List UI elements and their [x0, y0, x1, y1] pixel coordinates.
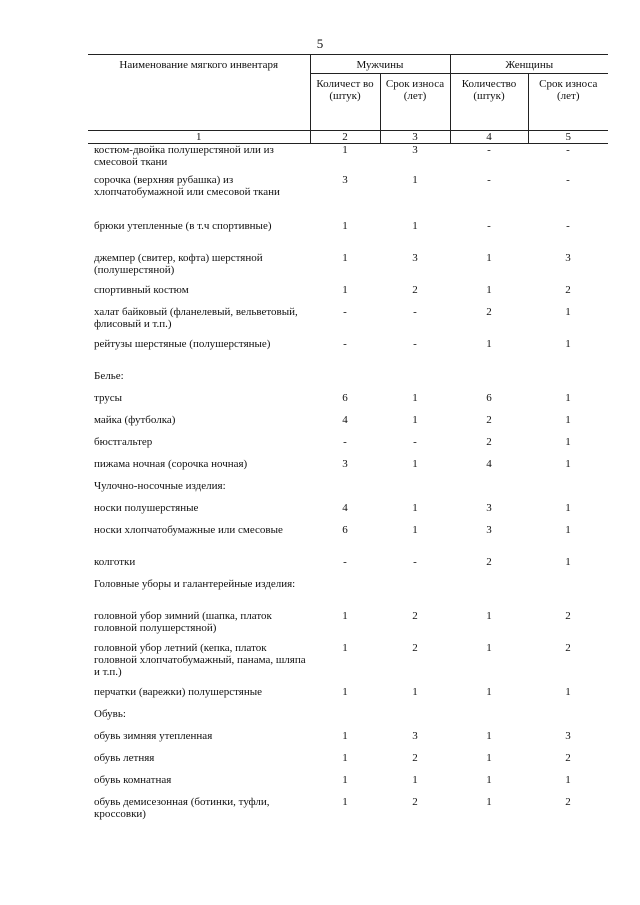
women-qty-cell: [450, 708, 528, 730]
table-row: [88, 642, 608, 686]
header-women-term: Срок износа (лет): [528, 74, 608, 131]
men-qty-cell: 1: [342, 751, 348, 764]
women-term-cell: 2: [565, 609, 571, 622]
item-name: Обувь:: [94, 707, 126, 720]
men-term-cell: 3: [412, 251, 418, 264]
men-qty-cell: 6: [342, 391, 348, 404]
women-term-cell: 1: [565, 501, 571, 514]
women-term-cell: 1: [565, 435, 571, 448]
women-qty-cell: 4: [486, 457, 492, 470]
men-qty-cell: 1: [342, 641, 348, 654]
women-qty-cell: 1: [486, 773, 492, 786]
women-qty-cell: 3: [486, 523, 492, 536]
women-qty-cell: 3: [486, 501, 492, 514]
item-name: пижама ночная (сорочка ночная): [94, 457, 248, 470]
table-row: [88, 370, 608, 392]
women-term-cell: 1: [565, 337, 571, 350]
item-name: колготки: [94, 555, 136, 568]
table-row: [88, 686, 608, 708]
table-row: [88, 796, 608, 828]
col-number-1: 1: [88, 131, 310, 144]
men-qty-cell: 1: [342, 773, 348, 786]
men-term-cell: [380, 708, 450, 730]
women-term-cell: -: [566, 219, 570, 232]
men-term-cell: 3: [412, 729, 418, 742]
item-name: трусы: [94, 391, 123, 404]
men-qty-cell: 6: [342, 523, 348, 536]
table-row: [88, 610, 608, 642]
men-qty-cell: 1: [342, 144, 348, 156]
men-qty-cell: 3: [342, 457, 348, 470]
col-number-5: 5: [528, 131, 608, 144]
men-qty-cell: 1: [342, 795, 348, 808]
col-number-2: 2: [310, 131, 380, 144]
women-term-cell: 1: [565, 391, 571, 404]
men-qty-cell: -: [343, 305, 347, 318]
women-qty-cell: 1: [486, 641, 492, 654]
table-row: [88, 220, 608, 252]
women-qty-cell: [450, 480, 528, 502]
women-term-cell: 2: [565, 751, 571, 764]
men-term-cell: [380, 480, 450, 502]
men-term-cell: 1: [412, 685, 418, 698]
men-term-cell: 2: [412, 641, 418, 654]
women-qty-cell: 2: [486, 555, 492, 568]
table-row: [88, 144, 608, 174]
women-term-cell: 2: [565, 641, 571, 654]
women-term-cell: [528, 578, 608, 610]
men-term-cell: 1: [412, 173, 418, 186]
table-row: [88, 284, 608, 306]
men-term-cell: -: [413, 305, 417, 318]
item-name: носки полушерстяные: [94, 501, 199, 514]
men-qty-cell: [310, 708, 380, 730]
women-term-cell: 1: [565, 685, 571, 698]
col-number-3: 3: [380, 131, 450, 144]
table-row: [88, 252, 608, 284]
women-qty-cell: 1: [486, 751, 492, 764]
women-qty-cell: 1: [486, 685, 492, 698]
women-qty-cell: 2: [486, 435, 492, 448]
women-term-cell: [528, 708, 608, 730]
women-qty-cell: -: [487, 219, 491, 232]
header-col1: Наименование мягкого инвентаря: [88, 55, 310, 131]
item-name: сорочка (верхняя рубашка) из хлопчатобумажной или смесовой ткани: [94, 173, 280, 198]
item-name: головной убор зимний (шапка, платок головной полушерстяной): [94, 609, 272, 634]
men-term-cell: 2: [412, 751, 418, 764]
men-qty-cell: 3: [342, 173, 348, 186]
women-qty-cell: 2: [486, 413, 492, 426]
men-qty-cell: [310, 370, 380, 392]
table-row: [88, 578, 608, 610]
women-term-cell: 1: [565, 555, 571, 568]
table-row: [88, 306, 608, 338]
women-term-cell: 1: [565, 773, 571, 786]
men-term-cell: 2: [412, 283, 418, 296]
women-term-cell: [528, 480, 608, 502]
men-qty-cell: 1: [342, 219, 348, 232]
men-qty-cell: 4: [342, 413, 348, 426]
table-row: [88, 708, 608, 730]
table-row: [88, 458, 608, 480]
women-qty-cell: 6: [486, 391, 492, 404]
men-term-cell: 1: [412, 391, 418, 404]
men-qty-cell: -: [343, 435, 347, 448]
header-women: Женщины: [450, 55, 608, 74]
women-term-cell: -: [566, 144, 570, 156]
women-term-cell: [528, 370, 608, 392]
table-row: [88, 392, 608, 414]
table-row: [88, 524, 608, 556]
item-name: Головные уборы и галантерейные изделия:: [94, 577, 296, 590]
header-women-qty: Количество (штук): [450, 74, 528, 131]
item-name: бюстгальтер: [94, 435, 153, 448]
item-name: Белье:: [94, 369, 124, 382]
women-qty-cell: [450, 578, 528, 610]
men-qty-cell: 4: [342, 501, 348, 514]
men-term-cell: 1: [412, 523, 418, 536]
men-term-cell: 1: [412, 457, 418, 470]
men-term-cell: 1: [412, 413, 418, 426]
men-term-cell: 1: [412, 501, 418, 514]
women-qty-cell: 1: [486, 337, 492, 350]
item-name: обувь демисезонная (ботинки, туфли, кроссовки): [94, 795, 270, 820]
table-row: [88, 730, 608, 752]
men-qty-cell: 1: [342, 685, 348, 698]
item-name: халат байковый (фланелевый, вельветовый, флисовый и т.п.): [94, 305, 298, 330]
item-name: носки хлопчатобумажные или смесовые: [94, 523, 283, 536]
col-number-4: 4: [450, 131, 528, 144]
men-term-cell: 2: [412, 609, 418, 622]
table-row: [88, 502, 608, 524]
table-row: [88, 174, 608, 220]
men-term-cell: [380, 578, 450, 610]
women-term-cell: 1: [565, 305, 571, 318]
women-term-cell: 1: [565, 413, 571, 426]
men-term-cell: 2: [412, 795, 418, 808]
table-row: [88, 774, 608, 796]
men-term-cell: 3: [412, 144, 418, 156]
inventory-table: [88, 54, 608, 828]
item-name: обувь комнатная: [94, 773, 172, 786]
women-qty-cell: -: [487, 144, 491, 156]
item-name: джемпер (свитер, кофта) шерстяной (полушерстяной): [94, 251, 263, 276]
item-name: головной убор летний (кепка, платок головной хлопчатобумажный, панама, шляпа и т.п.): [94, 641, 306, 678]
women-qty-cell: 1: [486, 729, 492, 742]
women-qty-cell: 1: [486, 251, 492, 264]
men-qty-cell: [310, 480, 380, 502]
header-men: Мужчины: [310, 55, 450, 74]
table-row: [88, 480, 608, 502]
item-name: спортивный костюм: [94, 283, 189, 296]
table-row: [88, 414, 608, 436]
men-term-cell: 1: [412, 773, 418, 786]
men-qty-cell: 1: [342, 251, 348, 264]
item-name: перчатки (варежки) полушерстяные: [94, 685, 262, 698]
women-qty-cell: -: [487, 173, 491, 186]
men-term-cell: -: [413, 337, 417, 350]
table-row: [88, 556, 608, 578]
table-row: [88, 338, 608, 370]
item-name: рейтузы шерстяные (полушерстяные): [94, 337, 271, 350]
women-term-cell: 3: [565, 251, 571, 264]
women-term-cell: 1: [565, 523, 571, 536]
women-term-cell: 3: [565, 729, 571, 742]
table-row: [88, 752, 608, 774]
women-qty-cell: 1: [486, 283, 492, 296]
women-term-cell: 1: [565, 457, 571, 470]
women-term-cell: 2: [565, 283, 571, 296]
table-row: [88, 436, 608, 458]
women-term-cell: 2: [565, 795, 571, 808]
men-qty-cell: [310, 578, 380, 610]
item-name: майка (футболка): [94, 413, 176, 426]
item-name: обувь летняя: [94, 751, 155, 764]
header-men-term: Срок износа (лет): [380, 74, 450, 131]
women-qty-cell: 1: [486, 795, 492, 808]
item-name: костюм-двойка полушерстяной или из смесовой ткани: [94, 144, 274, 168]
men-term-cell: [380, 370, 450, 392]
women-qty-cell: 2: [486, 305, 492, 318]
men-term-cell: -: [413, 555, 417, 568]
header-men-qty: Количест во (штук): [310, 74, 380, 131]
men-qty-cell: 1: [342, 729, 348, 742]
men-qty-cell: -: [343, 555, 347, 568]
men-qty-cell: 1: [342, 283, 348, 296]
page-number: 5: [316, 36, 324, 51]
item-name: Чулочно-носочные изделия:: [94, 479, 226, 492]
women-qty-cell: [450, 370, 528, 392]
women-qty-cell: 1: [486, 609, 492, 622]
women-term-cell: -: [566, 173, 570, 186]
item-name: обувь зимняя утепленная: [94, 729, 213, 742]
men-term-cell: -: [413, 435, 417, 448]
men-qty-cell: -: [343, 337, 347, 350]
item-name: брюки утепленные (в т.ч спортивные): [94, 219, 272, 232]
men-term-cell: 1: [412, 219, 418, 232]
men-qty-cell: 1: [342, 609, 348, 622]
